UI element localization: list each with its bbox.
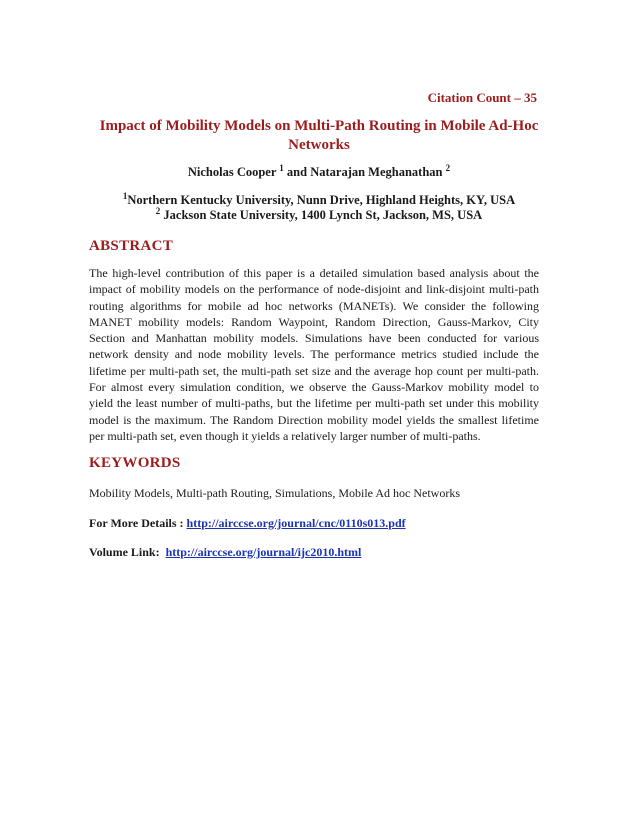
volume-link[interactable]: http://airccse.org/journal/ijc2010.html: [165, 545, 362, 559]
affiliation-1-text: Northern Kentucky University, Nunn Drive, Highland Heights, KY, USA: [127, 193, 516, 207]
abstract-body: The high-level contribution of this paper is a detailed simulation based analysis about the impact of mobility models on the performance of node-disjoint and link-disjoint multi-path routing algorithms for mobile ad hoc networks (MANETs). We consider the following MANET mobility models: Random Waypoint, Random Direction, Gauss-Markov, City Section and Manhattan mobility models. Simulations have been conducted for various network density and node mobility levels. The performance metrics studied include the lifetime per multi-path set, the multi-path set size and the average hop count per multi-path. For almost every simulation condition, we observe the Gauss-Markov mobility model to yield the least number of multi-paths, but the lifetime per multi-path set under this mobility model is the maximum. The Random Direction mobility model yields the smallest lifetime per multi-path set, even though it yields a relatively larger number of multi-paths.: [89, 266, 539, 443]
citation-count: Citation Count – 35: [427, 90, 537, 105]
affiliation-2-text: Jackson State University, 1400 Lynch St, Jackson, MS, USA: [163, 208, 483, 222]
author-2: Natarajan Meghanathan: [310, 165, 443, 179]
more-details-line: [89, 516, 406, 531]
paper-title: Impact of Mobility Models on Multi-Path Routing in Mobile Ad-Hoc Networks: [99, 118, 539, 153]
author-2-sup: 2: [445, 163, 451, 173]
affiliation-2: [90, 208, 548, 223]
volume-link-line: [89, 545, 361, 560]
keywords-heading: KEYWORDS: [89, 455, 181, 471]
author-1: Nicholas Cooper: [187, 165, 277, 179]
volume-link-label: Volume Link:: [89, 545, 160, 559]
authors-and: and: [286, 165, 308, 179]
keywords-body: Mobility Models, Multi-path Routing, Simulations, Mobile Ad hoc Networks: [89, 486, 460, 500]
more-details-label: For More Details :: [89, 516, 184, 530]
more-details-link[interactable]: http://airccse.org/journal/cnc/0110s013.pdf: [186, 516, 406, 530]
affiliation-1-sup: 1: [122, 191, 128, 201]
authors-line: [90, 165, 548, 180]
author-1-sup: 1: [279, 163, 284, 173]
abstract-heading: ABSTRACT: [89, 238, 174, 254]
affiliation-2-sup: 2: [155, 206, 161, 216]
